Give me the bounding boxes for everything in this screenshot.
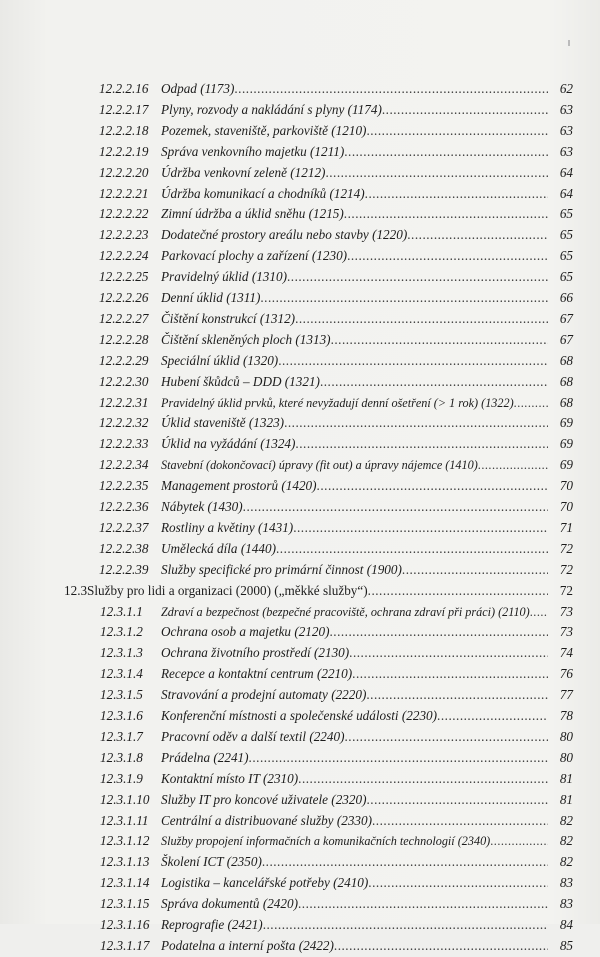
toc-entry[interactable] <box>0 412 600 434</box>
toc-leader-dots <box>278 350 548 372</box>
toc-entry-page: 72 <box>559 582 573 598</box>
toc-entry-title-text: Podatelna a interní pošta (2422) <box>161 937 334 953</box>
toc-leader-dots <box>243 496 548 518</box>
toc-entry-title <box>87 580 548 602</box>
toc-entry[interactable] <box>0 914 600 936</box>
toc-entry-title-text: Rostliny a květiny (1431) <box>161 519 294 535</box>
toc-entry-title-text: Reprografie (2421) <box>161 917 263 932</box>
toc-entry-title-text: Ochrana osob a majetku (2120) <box>161 624 330 640</box>
toc-entry[interactable] <box>0 475 600 497</box>
toc-leader-dots <box>347 245 548 267</box>
toc-entry[interactable] <box>0 517 600 539</box>
toc-entry-title <box>161 392 548 414</box>
toc-entry[interactable] <box>0 830 600 852</box>
toc-entry-title <box>161 810 548 832</box>
toc-entry-number: 12.2.2.36 <box>99 499 149 514</box>
toc-entry-title-text: Úklid na vyžádání (1324) <box>161 436 296 452</box>
toc-entry-title <box>161 350 548 372</box>
toc-entry-title <box>161 601 548 623</box>
toc-entry-title <box>161 935 548 957</box>
toc-entry-page: 64 <box>559 185 573 201</box>
toc-entry-number: 12.3.1.14 <box>100 875 150 891</box>
toc-leader-dots <box>263 914 548 936</box>
toc-entry-number: 12.2.2.21 <box>99 185 149 201</box>
toc-entry[interactable] <box>0 559 600 581</box>
toc-entry[interactable] <box>0 538 600 560</box>
toc-leader-dots <box>437 705 548 727</box>
toc-entry[interactable] <box>0 621 600 643</box>
toc-entry[interactable] <box>0 141 600 163</box>
toc-entry[interactable] <box>0 308 600 330</box>
toc-entry-number: 12.2.2.35 <box>99 478 149 494</box>
toc-entry-title <box>161 517 548 539</box>
toc-entry-page: 65 <box>559 206 573 222</box>
toc-entry-page: 70 <box>559 478 573 494</box>
toc-entry-title-text: Kontaktní místo IT (2310) <box>161 770 299 786</box>
toc-entry-title <box>161 203 548 225</box>
toc-entry[interactable] <box>0 601 600 623</box>
toc-entry[interactable] <box>0 245 600 267</box>
toc-entry-page: 63 <box>559 122 573 138</box>
toc-entry[interactable] <box>0 496 600 518</box>
toc-entry-title-text: Speciální úklid (1320) <box>161 352 279 368</box>
toc-leader-dots <box>514 392 548 414</box>
toc-entry-number: 12.3.1.8 <box>100 749 143 765</box>
toc-entry[interactable] <box>0 663 600 685</box>
toc-leader-dots <box>298 768 548 790</box>
toc-entry-title <box>161 684 548 706</box>
toc-leader-dots <box>334 935 548 957</box>
toc-entry[interactable] <box>0 935 600 957</box>
toc-entry-page: 65 <box>559 227 573 243</box>
toc-entry-title-text: Ochrana životního prostředí (2130) <box>161 645 350 661</box>
toc-entry-number: 12.2.2.34 <box>99 457 149 473</box>
toc-entry-title <box>161 308 548 330</box>
toc-entry-number: 12.2.2.31 <box>99 394 149 410</box>
toc-entry-title-text: Služby specifické pro primární činnost (1900) <box>161 561 402 577</box>
toc-entry-page: 71 <box>559 519 573 535</box>
toc-leader-dots <box>287 266 548 288</box>
toc-entry-title-text: Management prostorů (1420) <box>161 478 317 494</box>
toc-entry-title-text: Plyny, rozvody a nakládání s plyny (1174) <box>161 101 382 117</box>
toc-entry-title-text: Umělecká díla (1440) <box>161 540 276 556</box>
toc-leader-dots <box>382 99 548 121</box>
toc-entry-title-text: Hubení škůdců – DDD (1321) <box>161 373 320 389</box>
toc-leader-dots <box>249 747 548 769</box>
toc-entry-title-text: Pozemek, staveniště, parkoviště (1210) <box>161 122 367 138</box>
toc-entry-page: 82 <box>559 812 573 828</box>
toc-entry-number: 12.3.1.4 <box>100 666 143 682</box>
toc-entry-number: 12.3.1.15 <box>100 896 150 912</box>
toc-entry-title <box>161 371 548 393</box>
toc-entry-page: 70 <box>559 499 573 514</box>
toc-entry-title-text: Stravování a prodejní automaty (2220) <box>161 687 367 703</box>
toc-entry-number: 12.3.1.1 <box>100 603 143 619</box>
toc-entry-number: 12.3.1.6 <box>100 708 143 723</box>
toc-leader-dots <box>260 287 548 309</box>
toc-entry-title <box>161 454 548 476</box>
toc-entry-title <box>161 726 548 748</box>
toc-entry-title <box>161 559 548 581</box>
toc-entry-number: 12.2.2.17 <box>99 101 149 117</box>
toc-entry-page: 74 <box>559 645 573 661</box>
toc-entry-number: 12.3.1.2 <box>100 624 143 640</box>
toc-entry-number: 12.2.2.32 <box>99 415 149 431</box>
toc-entry-title-text: Údržba venkovní zeleně (1212) <box>161 164 326 180</box>
toc-entry-number: 12.2.2.19 <box>99 143 149 159</box>
toc-entry-title <box>161 830 548 852</box>
toc-entry-number: 12.2.2.26 <box>99 290 149 305</box>
toc-entry-title-text: Prádelna (2241) <box>161 749 249 765</box>
toc-entry-title <box>161 245 548 267</box>
toc-entry-title-text: Centrální a distribuované služby (2330) <box>161 812 372 828</box>
toc-entry-title <box>161 705 548 727</box>
toc-entry-number: 12.2.2.30 <box>99 373 149 389</box>
toc-entry[interactable] <box>0 705 600 727</box>
toc-leader-dots <box>262 851 548 873</box>
toc-entry-page: 84 <box>559 917 573 932</box>
toc-entry[interactable] <box>0 893 600 915</box>
toc-entry-page: 67 <box>559 310 573 326</box>
toc-entry[interactable] <box>0 329 600 351</box>
toc-entry-title <box>161 789 548 811</box>
toc-entry-title <box>161 642 548 664</box>
toc-entry-page: 65 <box>559 269 573 285</box>
toc-entry[interactable] <box>0 726 600 748</box>
toc-entry-number: 12.2.2.38 <box>99 540 149 556</box>
toc-entry-title <box>161 893 548 915</box>
toc-leader-dots <box>331 329 548 351</box>
toc-entry-number: 12.3.1.12 <box>100 833 150 849</box>
toc-entry-title <box>161 621 548 643</box>
toc-entry[interactable] <box>0 747 600 769</box>
toc-entry-title <box>161 412 548 434</box>
toc-entry-page: 66 <box>559 290 573 305</box>
toc-entry[interactable] <box>0 392 600 414</box>
toc-entry-number: 12.2.2.33 <box>99 436 149 452</box>
toc-entry-title <box>161 663 548 685</box>
toc-entry-number: 12.3.1.17 <box>100 937 150 953</box>
toc-entry-page: 77 <box>559 687 573 703</box>
toc-entry-number: 12.3.1.16 <box>100 917 150 932</box>
toc-entry-page: 78 <box>559 708 573 723</box>
toc-leader-dots <box>298 893 548 915</box>
toc-entry-title-text: Denní úklid (1311) <box>161 290 261 305</box>
toc-leader-dots <box>530 601 548 623</box>
toc-leader-dots <box>352 663 548 685</box>
toc-entry-page: 69 <box>559 436 573 452</box>
toc-entry-number: 12.2.2.27 <box>99 310 149 326</box>
toc-entry-number: 12.3.1.9 <box>100 770 143 786</box>
toc-entry-title <box>161 747 548 769</box>
toc-entry-title <box>161 496 548 518</box>
toc-entry[interactable] <box>0 454 600 476</box>
toc-entry-number: 12.3.1.10 <box>100 791 150 807</box>
toc-entry-page: 82 <box>559 854 573 870</box>
toc-entry-page: 82 <box>559 833 573 849</box>
toc-entry-number: 12.2.2.37 <box>99 519 149 535</box>
toc-entry[interactable] <box>0 183 600 205</box>
toc-entry-title <box>161 872 548 894</box>
toc-entry-title <box>161 141 548 163</box>
toc-entry-number: 12.2.2.23 <box>99 227 149 243</box>
toc-entry-title-text: Parkovací plochy a zařízení (1230) <box>161 248 348 264</box>
toc-leader-dots <box>344 141 548 163</box>
toc-entry-page: 63 <box>559 101 573 117</box>
toc-leader-dots <box>365 183 548 205</box>
toc-leader-dots <box>372 810 548 832</box>
toc-entry-title-text: Pracovní oděv a další textil (2240) <box>161 728 345 744</box>
toc-entry-page: 72 <box>559 561 573 577</box>
toc-entry[interactable] <box>0 810 600 832</box>
toc-entry-title-text: Čištění skleněných ploch (1313) <box>161 331 331 347</box>
toc-entry-title-text: Nábytek (1430) <box>161 499 243 514</box>
toc-entry-number: 12.2.2.39 <box>99 561 149 577</box>
toc-leader-dots <box>368 580 548 602</box>
toc-leader-dots <box>366 120 548 142</box>
toc-entry-title <box>161 224 548 246</box>
toc-entry-page: 83 <box>559 875 573 891</box>
toc-entry-title-text: Konferenční místnosti a společenské události (2230) <box>161 708 438 723</box>
toc-leader-dots <box>276 538 548 560</box>
toc-entry-title-text: Logistika – kancelářské potřeby (2410) <box>161 875 369 891</box>
toc-leader-dots <box>344 726 548 748</box>
toc-leader-dots <box>329 621 548 643</box>
toc-entry[interactable] <box>0 203 600 225</box>
toc-entry-page: 76 <box>559 666 573 682</box>
toc-entry-title-text: Zdraví a bezpečnost (bezpečné pracoviště, ochrana zdraví při práci) (2110) <box>161 604 530 619</box>
toc-entry-title <box>161 433 548 455</box>
toc-leader-dots <box>349 642 548 664</box>
toc-entry-title <box>161 851 548 873</box>
toc-leader-dots <box>344 203 548 225</box>
toc-entry-title <box>161 329 548 351</box>
toc-entry-number: 12.2.2.22 <box>99 206 149 222</box>
toc-entry[interactable] <box>0 642 600 664</box>
toc-entry-page: 68 <box>559 352 573 368</box>
toc-entry-page: 68 <box>559 373 573 389</box>
toc-entry[interactable] <box>0 120 600 142</box>
toc-leader-dots <box>478 454 548 476</box>
toc-entry-title-text: Zimní údržba a úklid sněhu (1215) <box>161 206 344 222</box>
toc-entry-number: 12.2.2.29 <box>99 352 149 368</box>
toc-entry-page: 73 <box>559 603 573 619</box>
toc-entry-number: 12.2.2.18 <box>99 122 149 138</box>
toc-entry[interactable] <box>0 162 600 184</box>
toc-leader-dots <box>366 684 548 706</box>
toc-entry-title-text: Služby propojení informačních a komunikačních technologií (2340) <box>161 834 491 849</box>
toc-entry-title <box>161 99 548 121</box>
toc-entry-page: 65 <box>559 248 573 264</box>
toc-leader-dots <box>295 433 548 455</box>
toc-entry-page: 83 <box>559 896 573 912</box>
toc-entry[interactable] <box>0 78 600 100</box>
toc-entry[interactable] <box>0 287 600 309</box>
toc-entry-page: 80 <box>559 728 573 744</box>
toc-entry-title-text: Služby IT pro koncové uživatele (2320) <box>161 791 367 807</box>
toc-entry-title-text: Údržba komunikací a chodníků (1214) <box>161 185 365 201</box>
toc-entry-title-text: Stavební (dokončovací) úpravy (fit out) a úpravy nájemce (1410) <box>161 458 478 473</box>
toc-entry-title-text: Recepce a kontaktní centrum (2210) <box>161 666 353 682</box>
toc-entry-page: 72 <box>559 540 573 556</box>
toc-entry-page: 80 <box>559 749 573 765</box>
toc-entry-title-text: Odpad (1173) <box>161 81 235 96</box>
toc-leader-dots <box>293 517 548 539</box>
toc-entry-title <box>161 266 548 288</box>
toc-entry[interactable] <box>0 684 600 706</box>
toc-entry-page: 62 <box>559 81 573 96</box>
toc-entry-number: 12.2.2.20 <box>99 164 149 180</box>
toc-entry-title <box>161 183 548 205</box>
toc-entry-page: 73 <box>559 624 573 640</box>
toc-entry-title-text: Školení ICT (2350) <box>161 854 262 870</box>
toc-entry[interactable] <box>0 371 600 393</box>
toc-entry-title-text: Dodatečné prostory areálu nebo stavby (1220) <box>161 227 408 243</box>
toc-entry-title-text: Pravidelný úklid prvků, které nevyžadují denní ošetření (> 1 rok) (1322) <box>161 395 514 410</box>
toc-entry[interactable] <box>0 789 600 811</box>
toc-entry[interactable] <box>0 580 600 602</box>
toc-entry-page: 85 <box>559 937 573 953</box>
toc-entry-number: 12.3.1.5 <box>100 687 143 703</box>
toc-entry-title-text: Správa dokumentů (2420) <box>161 896 298 912</box>
toc-leader-dots <box>317 475 548 497</box>
toc-entry-number: 12.3.1.11 <box>100 812 149 828</box>
toc-leader-dots <box>295 308 548 330</box>
toc-leader-dots <box>368 872 548 894</box>
toc-entry-page: 67 <box>559 331 573 347</box>
toc-entry-title <box>161 914 548 936</box>
toc-entry-number: 12.3.1.7 <box>100 728 143 744</box>
toc-entry-page: 64 <box>559 164 573 180</box>
toc-entry-title <box>161 768 548 790</box>
toc-entry-title <box>161 475 548 497</box>
toc-entry-page: 68 <box>559 394 573 410</box>
toc-leader-dots <box>320 371 548 393</box>
toc-entry[interactable] <box>0 851 600 873</box>
toc-entry-title <box>161 287 548 309</box>
page-mark <box>568 40 570 46</box>
toc-entry-number: 12.3.1.3 <box>100 645 143 661</box>
toc-entry-number: 12.2.2.24 <box>99 248 149 264</box>
toc-entry-number: 12.2.2.16 <box>99 81 149 96</box>
toc-leader-dots <box>490 830 548 852</box>
toc-entry-page: 69 <box>559 457 573 473</box>
toc-entry-title-text: Čištění konstrukcí (1312) <box>161 310 296 326</box>
toc-entry-title-text: Správa venkovního majetku (1211) <box>161 143 345 159</box>
toc-entry-title <box>161 538 548 560</box>
toc-entry-number: 12.3.1.13 <box>100 854 150 870</box>
toc-leader-dots <box>407 224 548 246</box>
toc-entry-number: 12.2.2.28 <box>99 331 149 347</box>
toc-entry[interactable] <box>0 872 600 894</box>
toc-entry[interactable] <box>0 350 600 372</box>
toc-entry-title-text: Pravidelný úklid (1310) <box>161 269 287 285</box>
toc-entry-title <box>161 78 548 100</box>
toc-entry-title <box>161 120 548 142</box>
toc-entry[interactable] <box>0 266 600 288</box>
toc-entry-title <box>161 162 548 184</box>
toc-leader-dots <box>284 412 548 434</box>
toc-entry-page: 81 <box>559 770 573 786</box>
toc-leader-dots <box>402 559 548 581</box>
toc-entry-number: 12.3 <box>64 582 88 598</box>
toc-entry-page: 63 <box>559 143 573 159</box>
toc-entry-page: 69 <box>559 415 573 431</box>
toc-entry-title-text: Úklid staveniště (1323) <box>161 415 285 431</box>
toc-entry-number: 12.2.2.25 <box>99 269 149 285</box>
toc-leader-dots <box>234 78 548 100</box>
toc-entry[interactable] <box>0 433 600 455</box>
toc-entry[interactable] <box>0 768 600 790</box>
toc-entry[interactable] <box>0 224 600 246</box>
toc-entry-title-text: Služby pro lidi a organizaci (2000) („měkké služby“) <box>87 582 368 598</box>
toc-entry-page: 81 <box>559 791 573 807</box>
toc-leader-dots <box>366 789 548 811</box>
toc-entry[interactable] <box>0 99 600 121</box>
toc-leader-dots <box>325 162 548 184</box>
